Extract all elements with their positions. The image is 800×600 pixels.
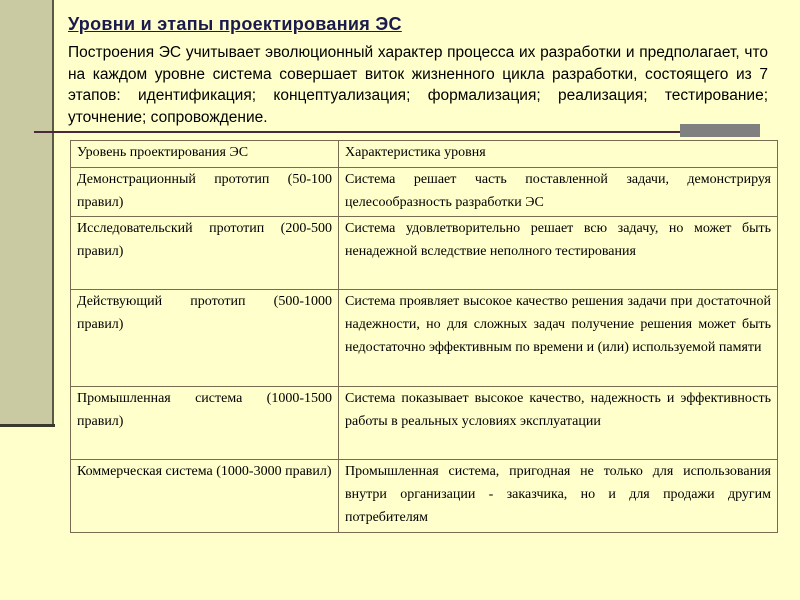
table-row [71,290,778,387]
table-row [71,168,778,217]
table-row [71,217,778,290]
design-levels-table [70,140,778,533]
level-cell [71,387,339,460]
description-text: Промышленная система, пригодная не только для использования внутри организации - заказчика, но и для продажи другим потребителям [345,464,771,525]
level-cell [71,168,339,217]
description-text: Система проявляет высокое качество решения задачи при достаточной надежности, но для сложных задач получение решения может быть недостаточно эффективным по времени и (или) используемой памяти [345,294,771,355]
column-header-description: Характеристика уровня [339,141,778,168]
description-text: Система решает часть поставленной задачи, демонстрируя целесообразность разработки ЭС [345,172,771,210]
level-text: Действующий прототип (500-1000 правил) [77,294,332,332]
level-text: Промышленная система (1000-1500 правил) [77,391,332,429]
level-text: Коммерческая система (1000-3000 правил) [77,464,332,479]
intro-paragraph: Построения ЭС учитывает эволюционный характер процесса их разработки и предполагает, что на каждом уровне система совершает виток жизненного цикла разработки, состоящего из 7 этапов: идентификация; концептуализация; формализация; реализация; тестирование; уточнение; сопровождение. [68,44,768,126]
divider-line [34,131,739,133]
decorative-side-bar [0,0,54,425]
decorative-side-bar-base [0,424,55,427]
description-cell [339,387,778,460]
description-cell [339,460,778,533]
level-cell [71,217,339,290]
description-text: Система показывает высокое качество, надежность и эффективность работы в реальных условиях эксплуатации [345,391,771,429]
description-cell [339,290,778,387]
description-text: Система удовлетворительно решает всю задачу, но может быть ненадежной вследствие неполного тестирования [345,221,771,259]
level-text: Демонстрационный прототип (50-100 правил) [77,172,332,210]
table-row [71,460,778,533]
level-cell [71,290,339,387]
table-row [71,387,778,460]
description-cell [339,168,778,217]
level-cell [71,460,339,533]
level-text: Исследовательский прототип (200-500 правил) [77,221,332,259]
column-header-level: Уровень проектирования ЭС [71,141,339,168]
description-cell [339,217,778,290]
divider-accent [680,124,760,137]
slide-title: Уровни и этапы проектирования ЭС [68,14,402,34]
table-header-row [71,141,778,168]
